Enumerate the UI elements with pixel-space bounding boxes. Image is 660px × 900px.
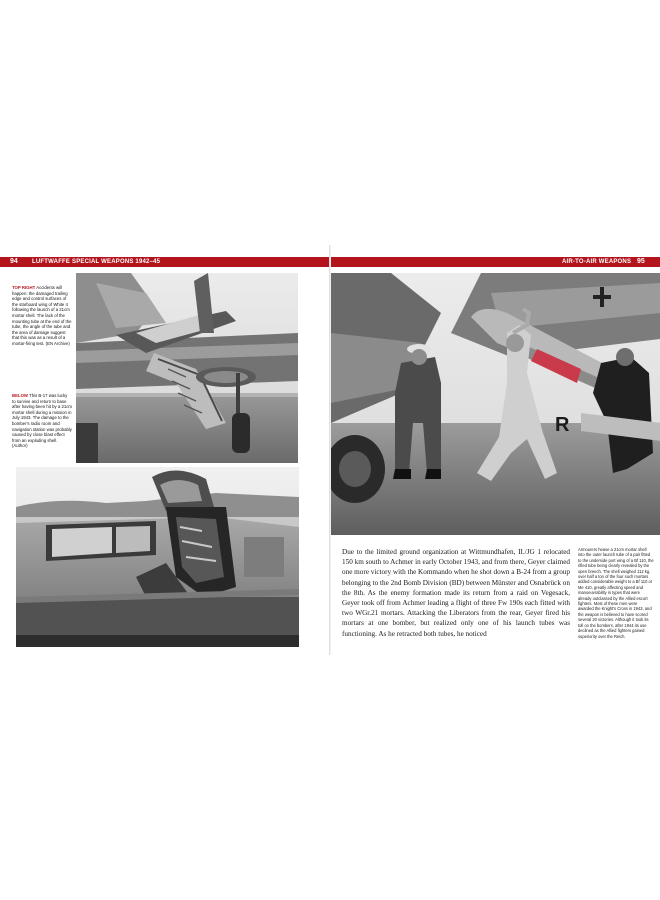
photo-armourers-loading-shell: [331, 273, 660, 535]
caption-top-right-text: Accidents will happen: the damaged trailing edge and control surfaces of the starboard wing of White 4 following the launch of a 21cm mortar shell. The lack of the mounting tube at the end of the tube, the angle of the tube and the area of damage suggest that this was as a result of a mortar-firing test. (EN Archive): [12, 285, 72, 346]
photo-damaged-wing-image: [76, 273, 298, 463]
side-caption: Armourers heave a 21cm mortar shell into the outer launch tube of a pair fitted to the underside port wing of a Bf 110, the rifled tube being clearly revealed by the open breech. The shell weighed 112 kg, over half a ton of the four such mortars added considerable weight to a Bf 110 or Me 410, greatly affecting speed and manoeuvrability in types that were already outclassed by the Allied escort fighters. Most of these men were awarded the Knight's Cross in 1943, and the weapon is believed to have scored several 20 victories. Although it took its toll on the bombers, after 1944 its use declined as the Allied fighters gained superiority over the Reich.: [578, 547, 654, 639]
photo-damaged-wing: [76, 273, 298, 463]
right-running-head: AIR-TO-AIR WEAPONS: [562, 259, 632, 265]
caption-top-right: [12, 285, 72, 347]
left-running-head: LUFTWAFFE SPECIAL WEAPONS 1942–45: [32, 259, 161, 265]
main-body-text: Due to the limited ground organization at Wittmundhafen, II./JG 1 relocated 150 km south to Achmer in early October 1943, and from there, Geyer claimed one more victory with the Kommando when he shot down a B-24 from a group belonging to the 2nd Bomb Division (BD) between Münster and Osnabrück on the 8th. As the enemy formation made its return from a raid on Vegesack, Geyer took off from Achmer leading a flight of three Fw 190s each fitted with two WGr.21 mortars. Attacking the Liberators from the rear, Geyer fired his mortars at one bomber, but realized only one of his launch tubes was functioning. As he retracted both tubes, he noticed: [342, 548, 570, 638]
photo-damaged-b17-image: [16, 467, 299, 647]
book-spread: [0, 245, 660, 655]
photo-damaged-b17: [16, 467, 299, 647]
caption-below: [12, 393, 72, 449]
caption-below-tag: BELOW: [12, 393, 28, 398]
aircraft-code-letter: R: [555, 414, 570, 436]
caption-below-text: This B-17 was lucky to survive and return to base after having been hit by a 21cm mortar shell during a mission in July 1943. The damage to the bomber's radio room and navigation station was probably caused by close blast effect from an exploding shell. (Author): [12, 393, 72, 449]
caption-top-right-tag: TOP RIGHT: [12, 285, 36, 290]
left-page-number: 94: [10, 258, 18, 265]
right-page-number: 95: [637, 258, 645, 265]
photo-armourers-loading-shell-image: [331, 273, 660, 535]
